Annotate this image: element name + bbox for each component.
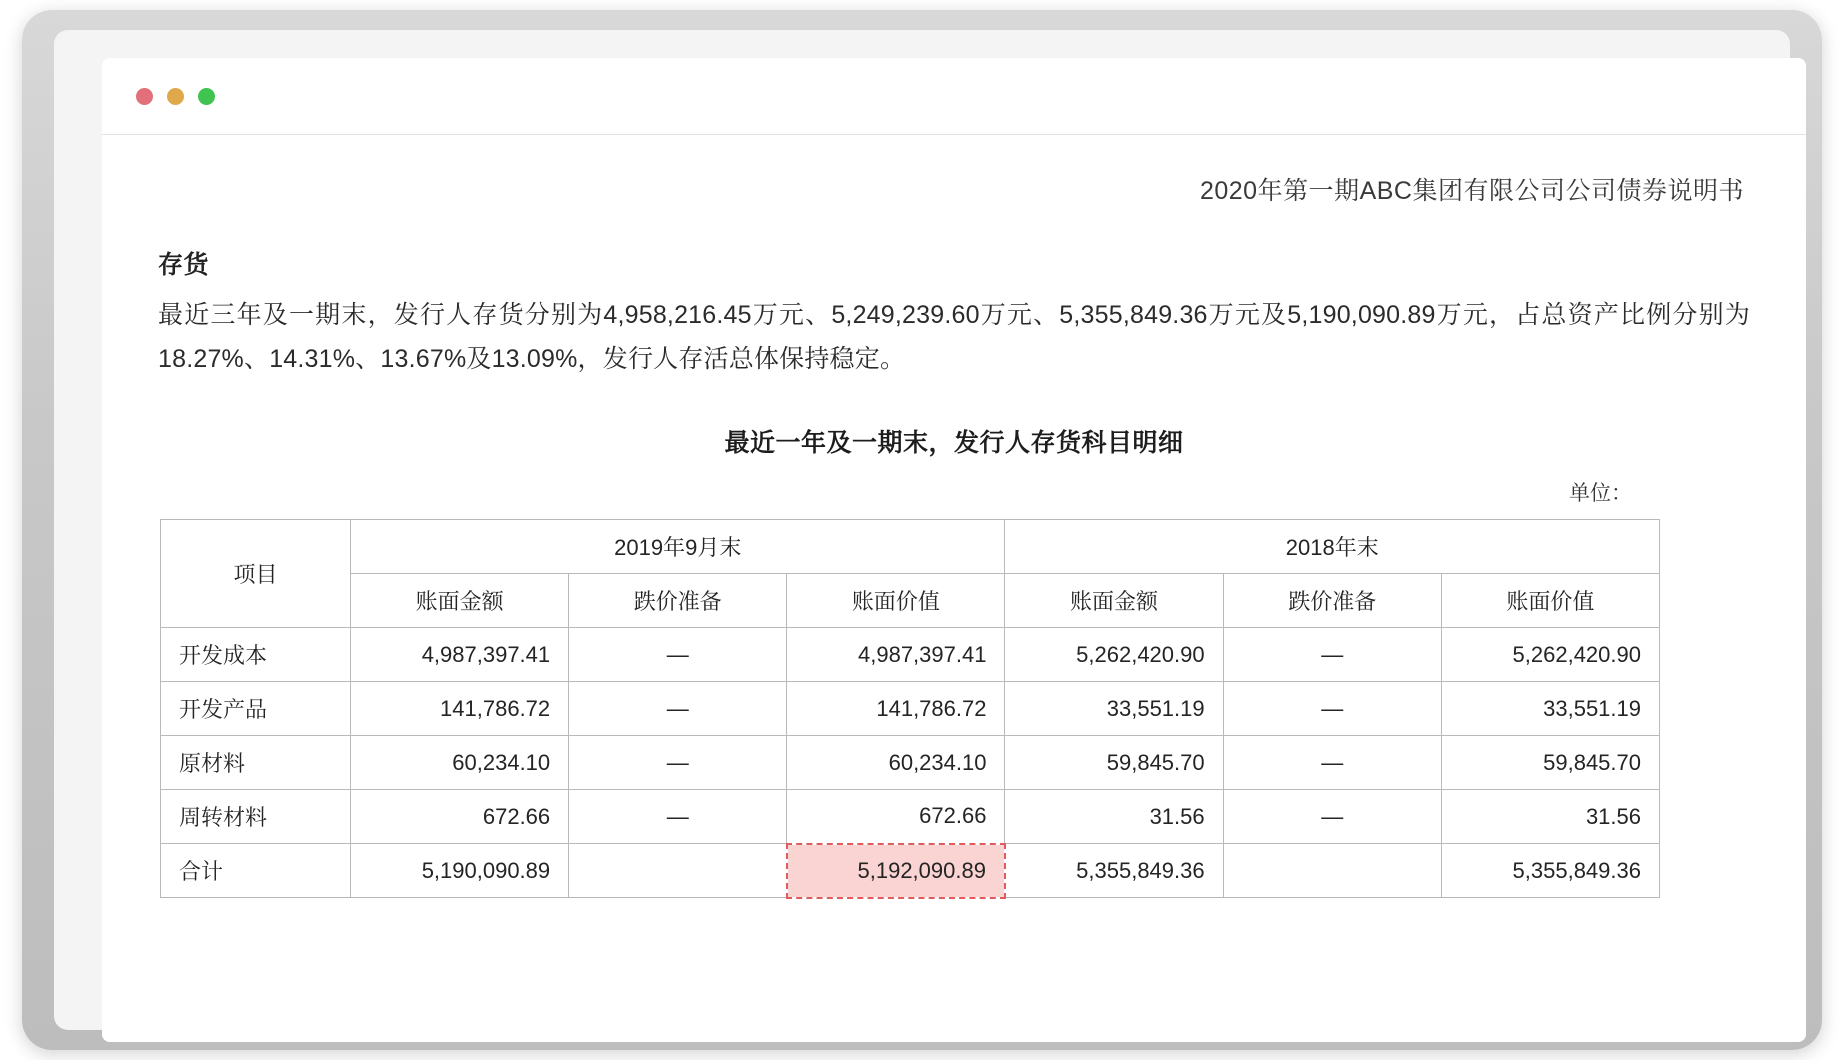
- cell-r4-c1: [569, 844, 787, 898]
- cell-r2-c1: —: [569, 736, 787, 790]
- row-label-total: 合计: [161, 844, 351, 898]
- device-frame: [22, 10, 1822, 1050]
- column-group-header-2019: 2019年9月末: [351, 520, 1005, 574]
- cell-r3-c5: 31.56: [1441, 790, 1659, 844]
- minimize-icon[interactable]: [167, 88, 184, 105]
- window-controls: [136, 88, 215, 105]
- table-row-total: [161, 844, 1660, 898]
- column-header-2018-book-amount: 账面金额: [1005, 574, 1223, 628]
- cell-r1-c5: 33,551.19: [1441, 682, 1659, 736]
- cell-r3-c2: 672.66: [787, 790, 1005, 844]
- cell-r0-c4: —: [1223, 628, 1441, 682]
- column-group-header-2018: 2018年末: [1005, 520, 1660, 574]
- column-header-2018-impairment: 跌价准备: [1223, 574, 1441, 628]
- cell-r0-c0: 4,987,397.41: [351, 628, 569, 682]
- cell-r0-c2: 4,987,397.41: [787, 628, 1005, 682]
- column-header-2019-book-value: 账面价值: [787, 574, 1005, 628]
- table-caption: 最近一年及一期末，发行人存货科目明细: [724, 429, 1184, 457]
- table-row: [161, 682, 1660, 736]
- cell-r1-c3: 33,551.19: [1005, 682, 1223, 736]
- inventory-table: [160, 519, 1660, 899]
- row-label-turnover-material: 周转材料: [161, 790, 351, 844]
- window-titlebar: [102, 58, 1806, 135]
- cell-r2-c3: 59,845.70: [1005, 736, 1223, 790]
- table-header-row-1: [161, 520, 1660, 574]
- column-header-2018-book-value: 账面价值: [1441, 574, 1659, 628]
- cell-r1-c1: —: [569, 682, 787, 736]
- cell-r3-c3: 31.56: [1005, 790, 1223, 844]
- table-row: [161, 736, 1660, 790]
- cell-r3-c4: —: [1223, 790, 1441, 844]
- column-header-2019-book-amount: 账面金额: [351, 574, 569, 628]
- maximize-icon[interactable]: [198, 88, 215, 105]
- document-window: [102, 58, 1806, 1042]
- cell-r0-c5: 5,262,420.90: [1441, 628, 1659, 682]
- cell-r1-c0: 141,786.72: [351, 682, 569, 736]
- column-header-item: 项目: [161, 520, 351, 628]
- unit-label: 单位：: [1569, 482, 1632, 505]
- cell-r1-c2: 141,786.72: [787, 682, 1005, 736]
- cell-r4-c3: 5,355,849.36: [1005, 844, 1223, 898]
- table-row: [161, 628, 1660, 682]
- cell-r0-c3: 5,262,420.90: [1005, 628, 1223, 682]
- cell-r2-c5: 59,845.70: [1441, 736, 1659, 790]
- document-header-title: 2020年第一期ABC集团有限公司公司债券说明书: [1199, 177, 1744, 205]
- device-frame-inner: [54, 30, 1790, 1030]
- cell-r4-c0: 5,190,090.89: [351, 844, 569, 898]
- row-label-development-product: 开发产品: [161, 682, 351, 736]
- cell-r1-c4: —: [1223, 682, 1441, 736]
- section-heading: 存货: [158, 251, 210, 279]
- cell-r0-c1: —: [569, 628, 787, 682]
- cell-r2-c4: —: [1223, 736, 1441, 790]
- cell-r2-c0: 60,234.10: [351, 736, 569, 790]
- cell-r4-c5: 5,355,849.36: [1441, 844, 1659, 898]
- highlighted-total-book-value-cell[interactable]: 5,192,090.89: [787, 844, 1005, 898]
- close-icon[interactable]: [136, 88, 153, 105]
- row-label-development-cost: 开发成本: [161, 628, 351, 682]
- section-paragraph: 最近三年及一期末，发行人存货分别为4,958,216.45万元、5,249,239.60万元、5,355,849.36万元及5,190,090.89万元，占总资产比例分别为18.27%、14.31%、13.67%及13.09%，发行人存活总体保持稳定。: [158, 301, 1750, 373]
- table-header-row-2: [161, 574, 1660, 628]
- cell-r3-c0: 672.66: [351, 790, 569, 844]
- table-row: [161, 790, 1660, 844]
- cell-r3-c1: —: [569, 790, 787, 844]
- cell-r2-c2: 60,234.10: [787, 736, 1005, 790]
- row-label-raw-material: 原材料: [161, 736, 351, 790]
- column-header-2019-impairment: 跌价准备: [569, 574, 787, 628]
- cell-r4-c4: [1223, 844, 1441, 898]
- document-body: [102, 135, 1806, 1042]
